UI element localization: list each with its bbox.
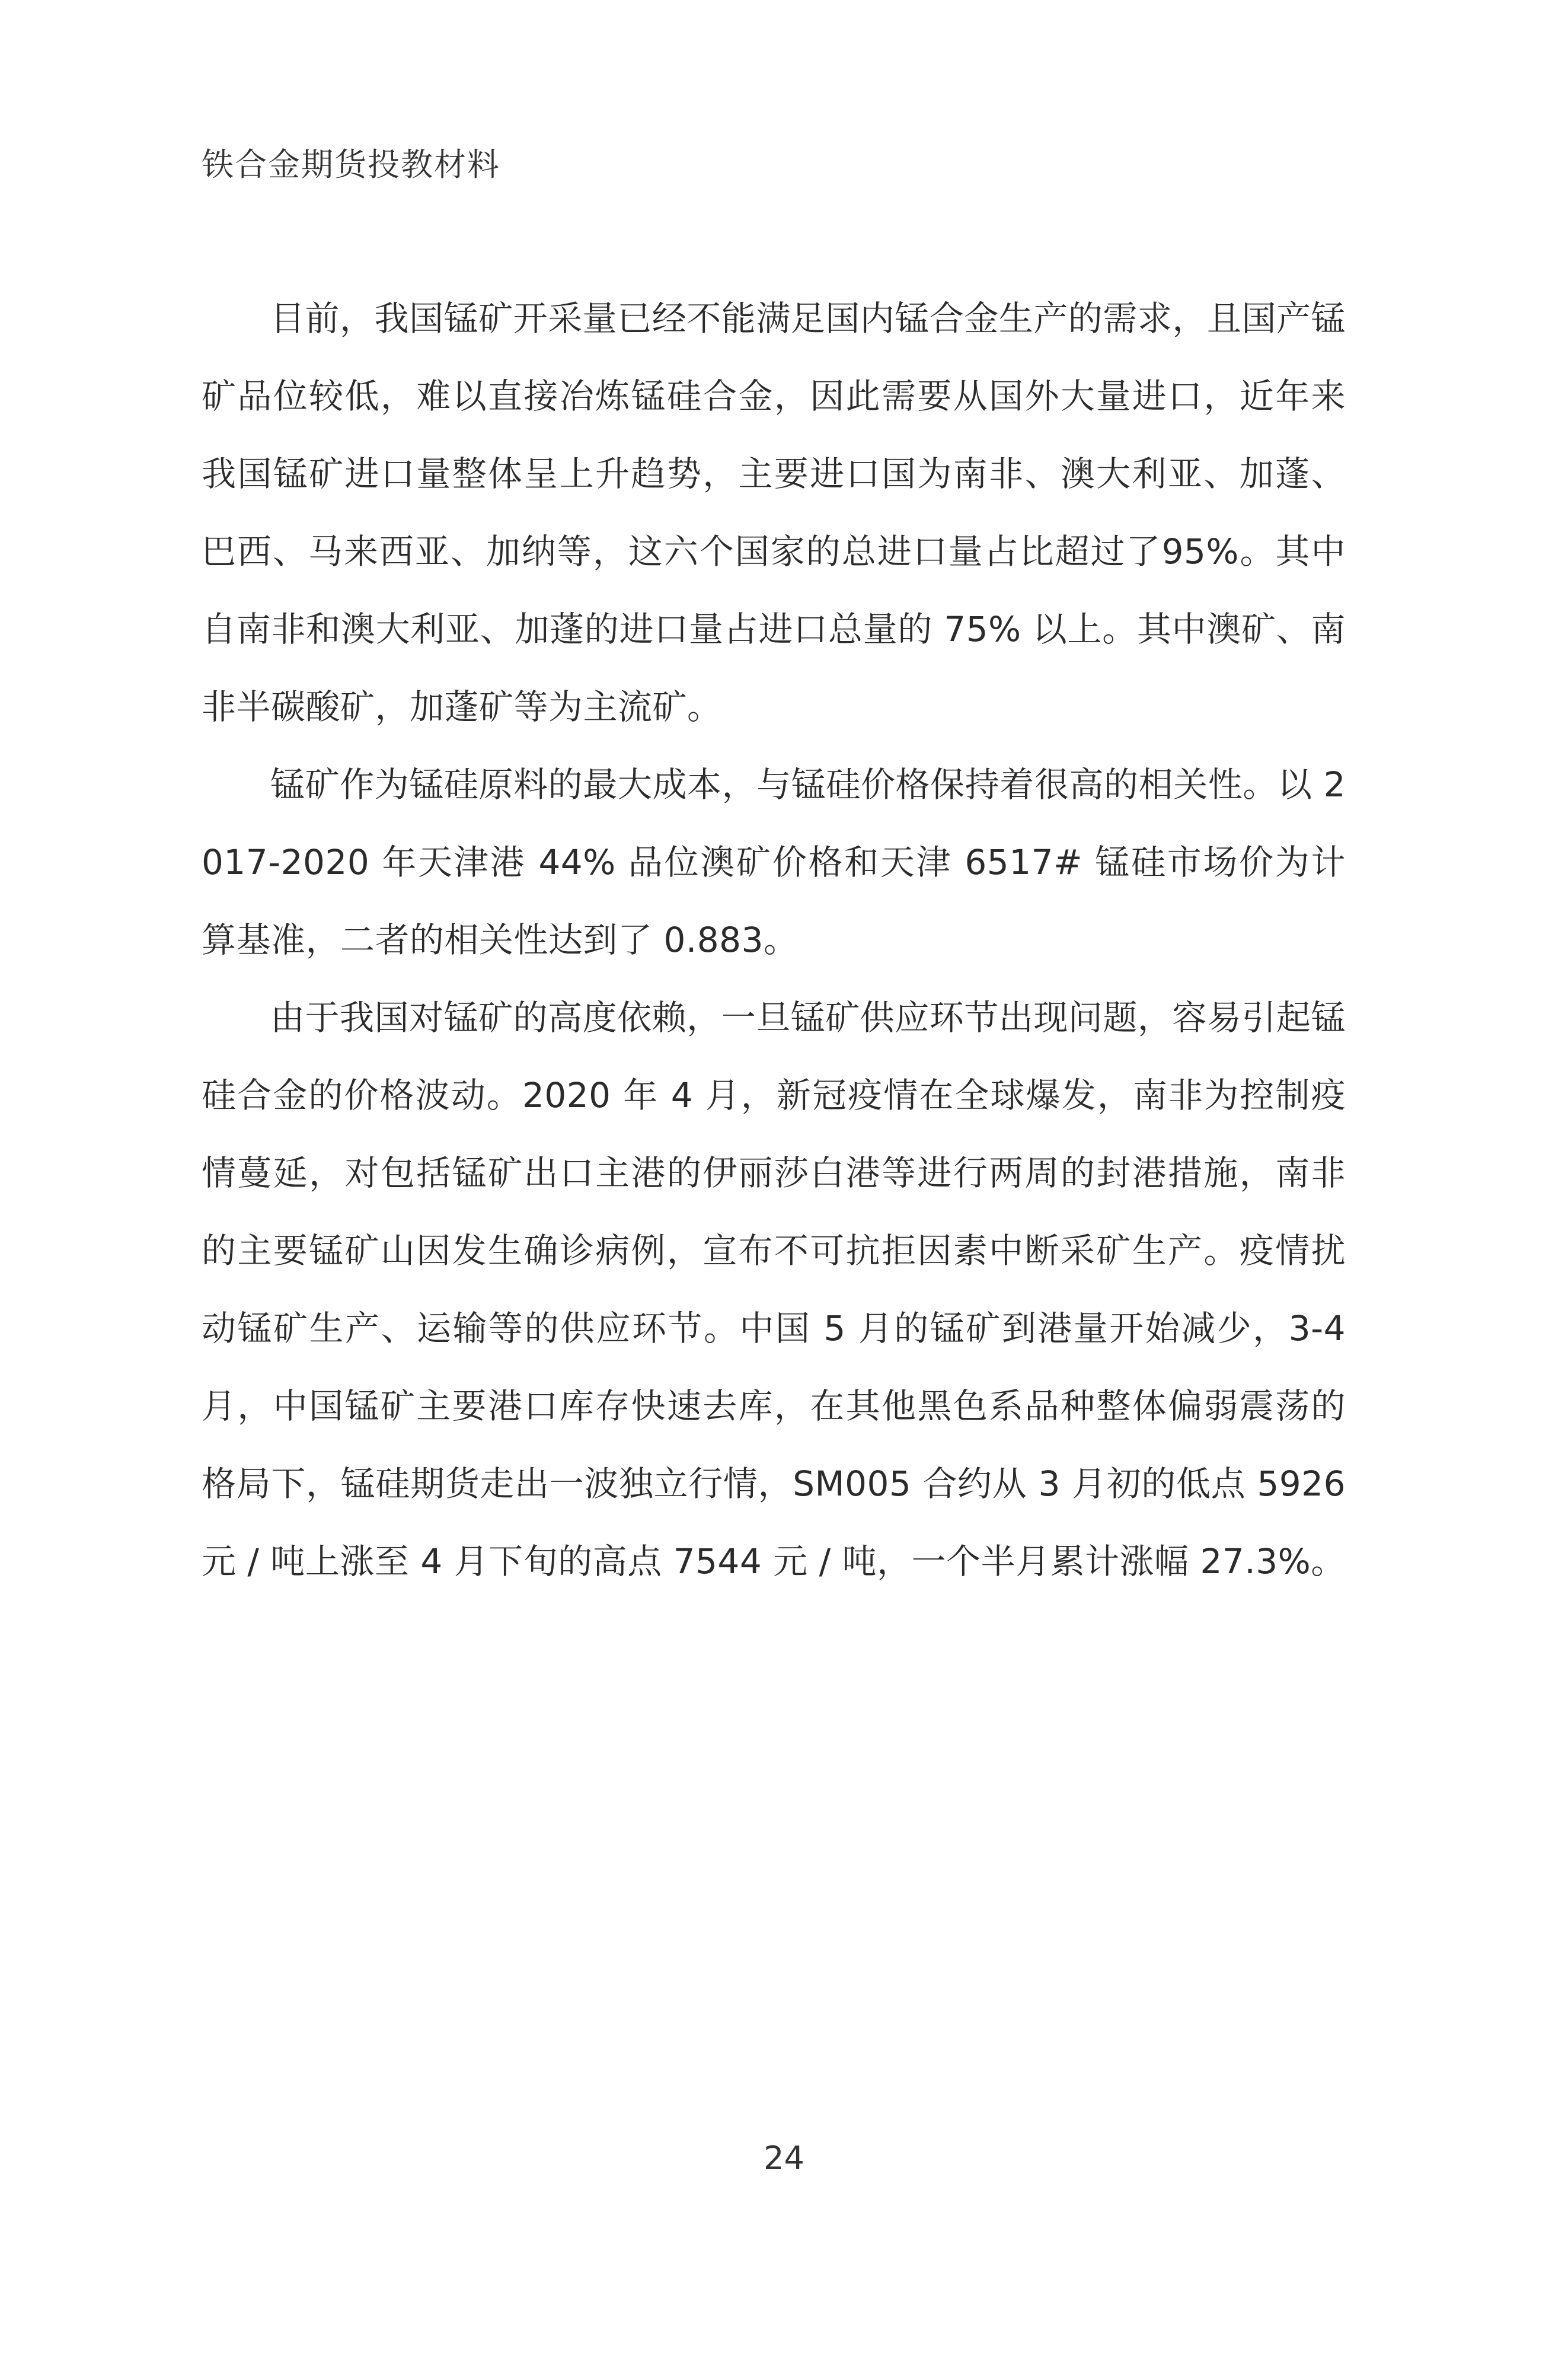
paragraph-price-correlation: 锰矿作为锰硅原料的最大成本，与锰硅价格保持着很高的相关性。以 2017-2020 年天津港 44% 品位澳矿价格和天津 6517# 锰硅市场价为计算基准，二者的相关性达到了 0.883。 bbox=[202, 764, 1346, 960]
page-number: 24 bbox=[764, 2140, 804, 2177]
body-text bbox=[202, 280, 1346, 1600]
running-header: 铁合金期货投教材料 bbox=[202, 146, 500, 183]
paragraph-supply-disruption: 由于我国对锰矿的高度依赖，一旦锰矿供应环节出现问题，容易引起锰硅合金的价格波动。2020 年 4 月，新冠疫情在全球爆发，南非为控制疫情蔓延，对包括锰矿出口主港的伊丽莎白港等进行两周的封港措施，南非的主要锰矿山因发生确诊病例，宣布不可抗拒因素中断采矿生产。疫情扰动锰矿生产、运输等的供应环节。中国 5 月的锰矿到港量开始减少，3-4 月，中国锰矿主要港口库存快速去库，在其他黑色系品种整体偏弱震荡的格局下，锰硅期货走出一波独立行情，SM005 合约从 3 月初的低点 5926 元 / 吨上涨至 4 月下旬的高点 7544 元 / 吨，一个半月累计涨幅 27.3%。 bbox=[202, 997, 1346, 1582]
paragraph-manganese-imports: 目前，我国锰矿开采量已经不能满足国内锰合金生产的需求，且国产锰矿品位较低，难以直接冶炼锰硅合金，因此需要从国外大量进口，近年来我国锰矿进口量整体呈上升趋势，主要进口国为南非、澳大利亚、加蓬、巴西、马来西亚、加纳等，这六个国家的总进口量占比超过了95%。其中自南非和澳大利亚、加蓬的进口量占进口总量的 75% 以上。其中澳矿、南非半碳酸矿，加蓬矿等为主流矿。 bbox=[202, 298, 1346, 727]
